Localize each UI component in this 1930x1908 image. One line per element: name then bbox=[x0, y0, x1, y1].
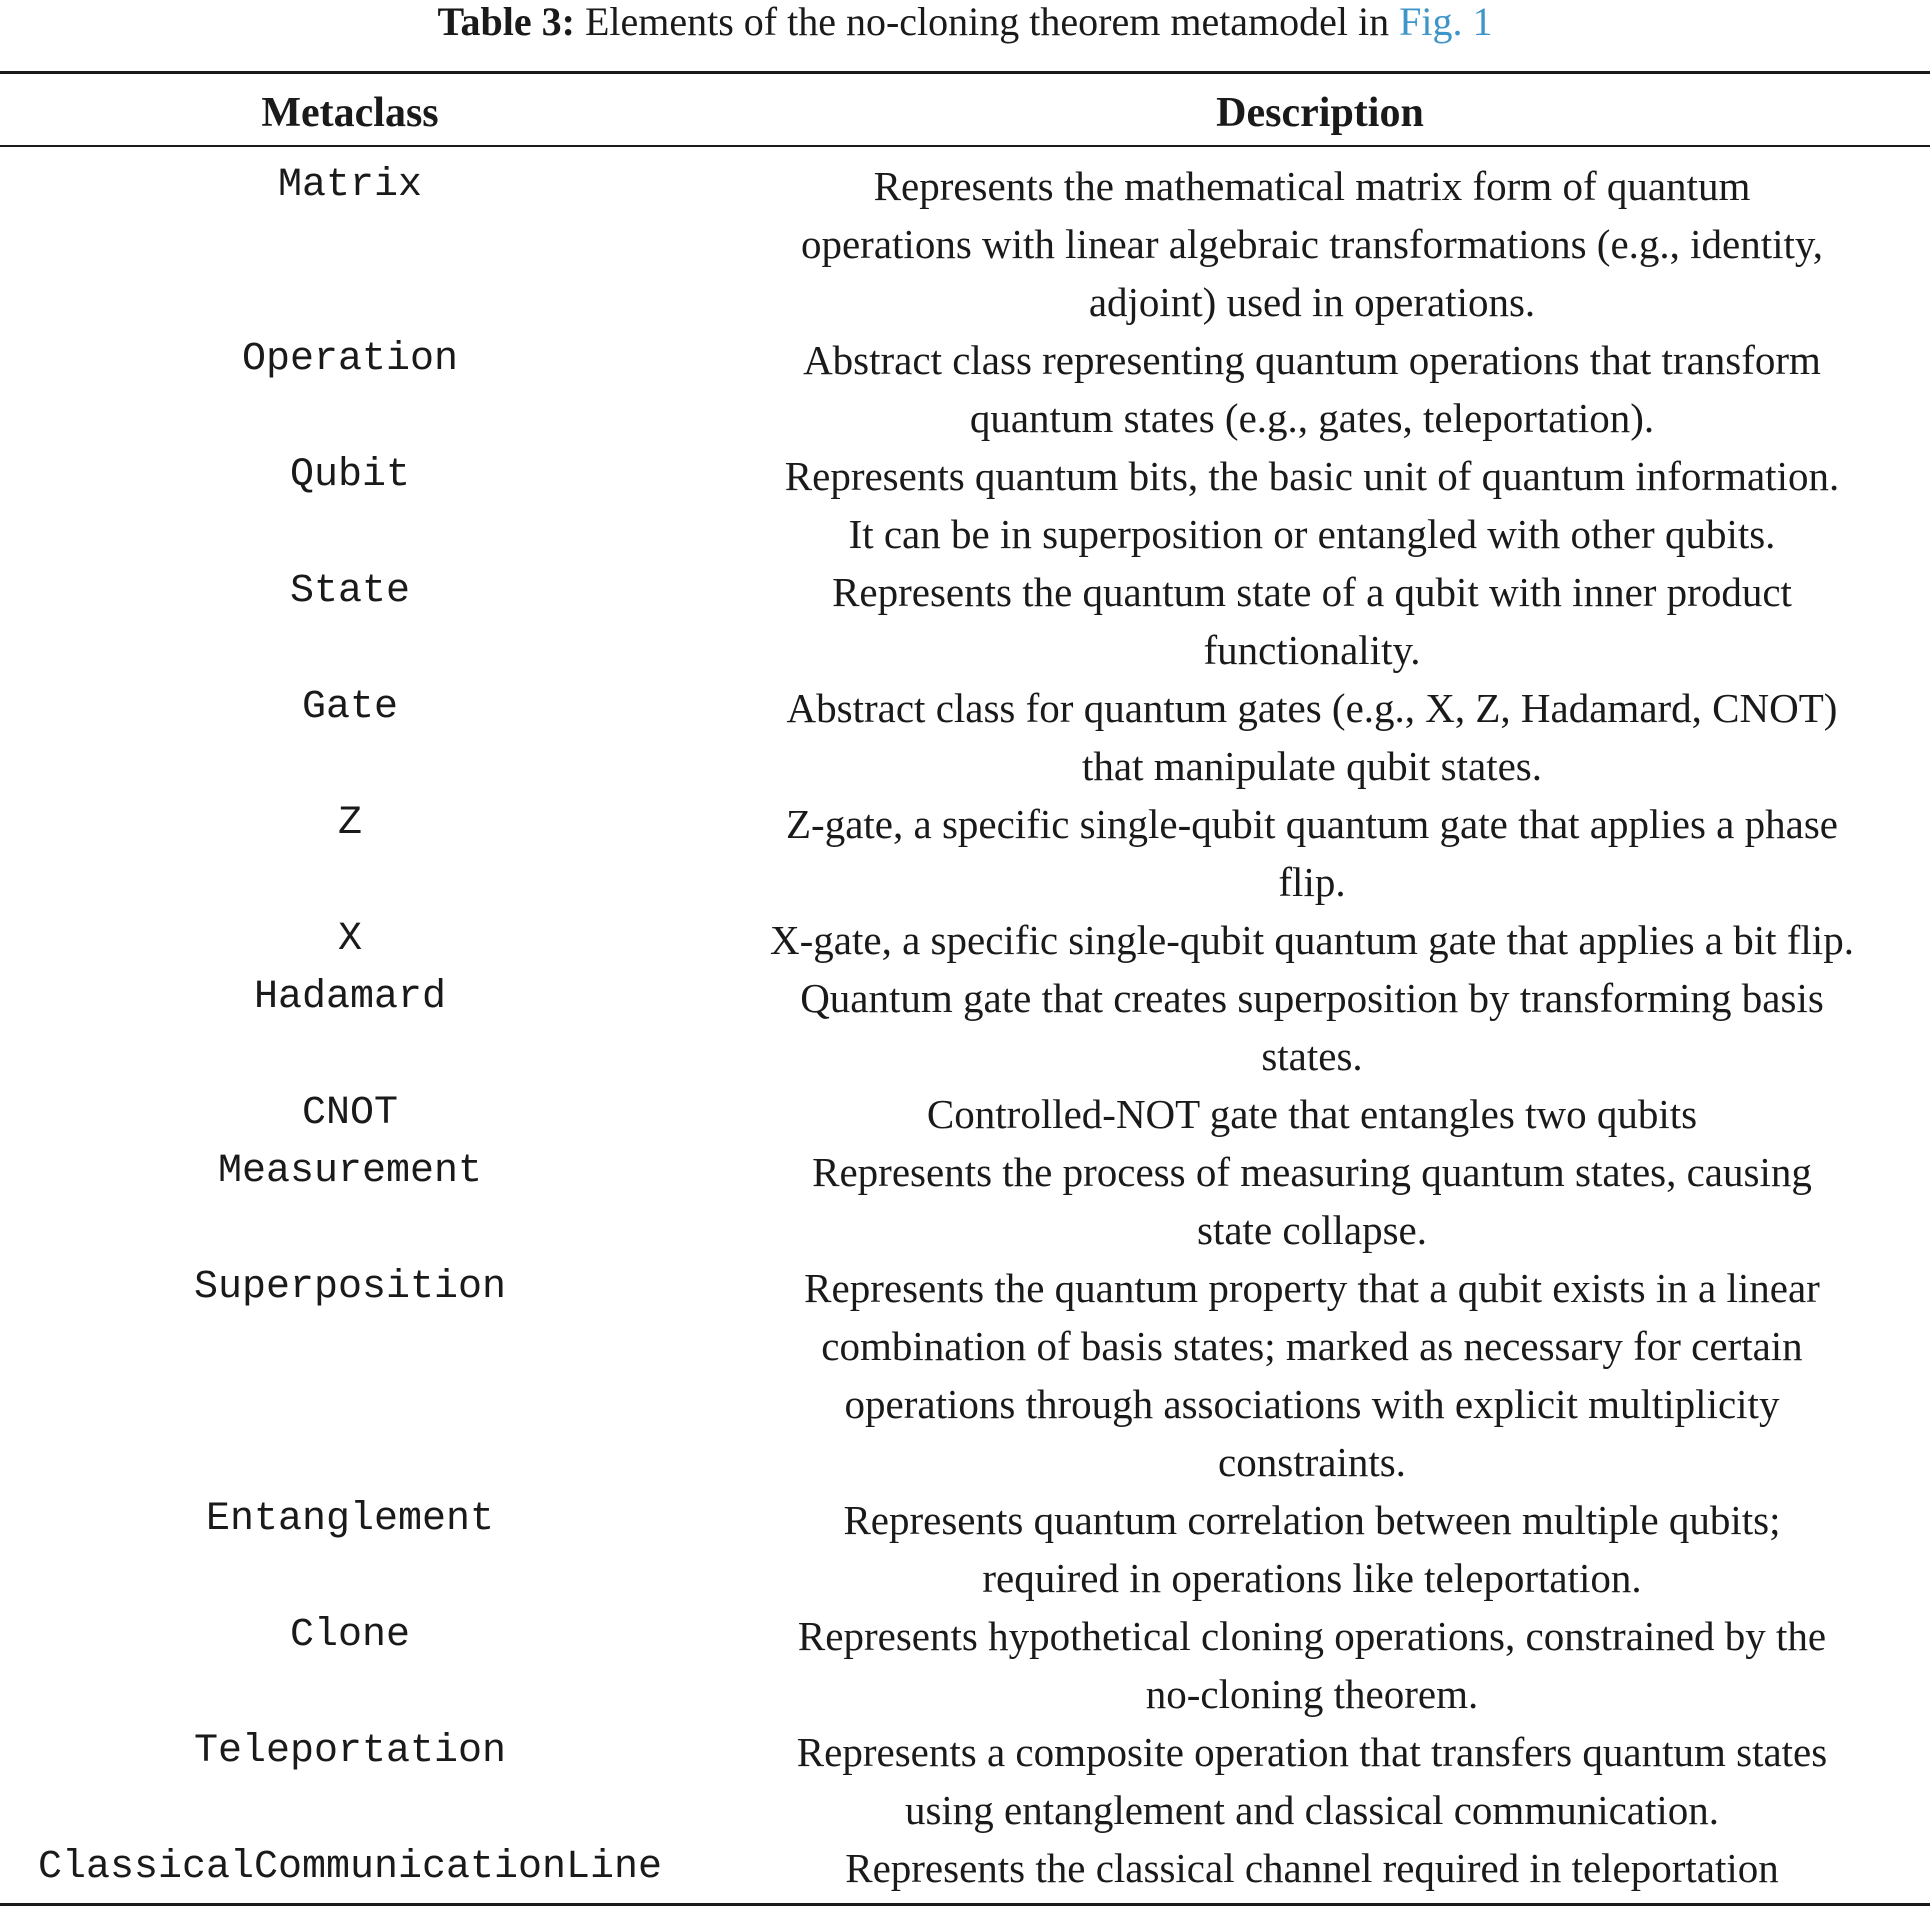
header-rule bbox=[0, 145, 1930, 147]
metaclass-cell: Measurement bbox=[217, 1149, 483, 1194]
metaclass-cell: Qubit bbox=[289, 453, 411, 498]
column-header-description: Description bbox=[1216, 90, 1424, 136]
description-line: Controlled-NOT gate that entangles two qubits bbox=[926, 1091, 1698, 1137]
metaclass-cell: Gate bbox=[301, 685, 398, 730]
table-row bbox=[0, 1085, 1930, 1143]
table-row bbox=[0, 1723, 1930, 1839]
description-cell bbox=[722, 969, 1902, 1085]
description-line: that manipulate qubit states. bbox=[1081, 743, 1542, 789]
description-line: using entanglement and classical communication. bbox=[904, 1787, 1720, 1833]
description-cell bbox=[722, 1839, 1902, 1897]
metaclass-cell: State bbox=[289, 569, 411, 614]
description-cell bbox=[722, 447, 1902, 563]
metaclass-cell: Hadamard bbox=[253, 975, 447, 1020]
table-row bbox=[0, 563, 1930, 679]
description-line: state collapse. bbox=[1197, 1207, 1427, 1253]
description-line: Represents the process of measuring quantum states, causing bbox=[812, 1149, 1812, 1195]
description-cell bbox=[722, 1607, 1902, 1723]
description-line: Represents the mathematical matrix form of quantum bbox=[873, 163, 1751, 209]
table-row bbox=[0, 447, 1930, 563]
description-line: Represents the quantum property that a qubit exists in a linear bbox=[804, 1265, 1820, 1311]
description-cell bbox=[722, 1723, 1902, 1839]
description-line: Z-gate, a specific single-qubit quantum gate that applies a phase bbox=[786, 801, 1838, 847]
description-cell bbox=[722, 157, 1902, 331]
description-cell bbox=[722, 1085, 1902, 1143]
description-line: X-gate, a specific single-qubit quantum gate that applies a bit flip. bbox=[770, 917, 1854, 963]
table-row bbox=[0, 795, 1930, 911]
table-row bbox=[0, 1491, 1930, 1607]
description-line: Represents the quantum state of a qubit with inner product bbox=[832, 569, 1792, 615]
description-line: Represents quantum bits, the basic unit of quantum information. bbox=[784, 453, 1840, 499]
description-line: functionality. bbox=[1203, 627, 1421, 673]
metaclass-cell: Teleportation bbox=[193, 1729, 507, 1774]
description-line: Abstract class for quantum gates (e.g., X, Z, Hadamard, CNOT) bbox=[786, 685, 1838, 731]
metaclass-cell: CNOT bbox=[301, 1091, 398, 1136]
table-caption bbox=[0, 0, 1930, 44]
description-line: Abstract class representing quantum operations that transform bbox=[803, 337, 1821, 383]
metaclass-cell: X bbox=[337, 917, 362, 962]
description-cell bbox=[722, 679, 1902, 795]
table-row bbox=[0, 1607, 1930, 1723]
metaclass-cell: Matrix bbox=[277, 163, 423, 208]
description-line: Represents quantum correlation between multiple qubits; bbox=[843, 1497, 1781, 1543]
table-row bbox=[0, 679, 1930, 795]
description-line: constraints. bbox=[1218, 1439, 1406, 1485]
description-line: Represents the classical channel required in teleportation bbox=[845, 1845, 1779, 1891]
description-line: operations with linear algebraic transformations (e.g., identity, bbox=[800, 221, 1824, 267]
description-cell bbox=[722, 331, 1902, 447]
top-rule bbox=[0, 71, 1930, 74]
figure-link[interactable]: Fig. 1 bbox=[1399, 0, 1493, 44]
description-cell bbox=[722, 1491, 1902, 1607]
metaclass-cell: Z bbox=[337, 801, 362, 846]
table-body bbox=[0, 157, 1930, 1897]
caption-label: Table 3: bbox=[437, 0, 575, 44]
caption-text: Elements of the no-cloning theorem metamodel in bbox=[574, 0, 1400, 44]
description-line: Represents hypothetical cloning operations, constrained by the bbox=[797, 1613, 1827, 1659]
table-row bbox=[0, 157, 1930, 331]
description-line: combination of basis states; marked as necessary for certain bbox=[821, 1323, 1803, 1369]
table-row bbox=[0, 911, 1930, 969]
column-header-metaclass: Metaclass bbox=[261, 90, 439, 136]
description-line: no-cloning theorem. bbox=[1145, 1671, 1479, 1717]
description-cell bbox=[722, 1143, 1902, 1259]
description-line: operations through associations with explicit multiplicity bbox=[844, 1381, 1780, 1427]
table-row bbox=[0, 331, 1930, 447]
description-line: It can be in superposition or entangled with other qubits. bbox=[848, 511, 1776, 557]
metaclass-cell: ClassicalCommunicationLine bbox=[37, 1845, 663, 1890]
metaclass-cell: Superposition bbox=[193, 1265, 507, 1310]
bottom-rule bbox=[0, 1903, 1930, 1906]
description-cell bbox=[722, 563, 1902, 679]
description-line: flip. bbox=[1278, 859, 1346, 905]
description-line: quantum states (e.g., gates, teleportation). bbox=[969, 395, 1655, 441]
description-line: Quantum gate that creates superposition by transforming basis bbox=[800, 975, 1824, 1021]
metaclass-cell: Clone bbox=[289, 1613, 411, 1658]
table-row bbox=[0, 1143, 1930, 1259]
metaclass-cell: Operation bbox=[241, 337, 459, 382]
description-cell bbox=[722, 1259, 1902, 1491]
description-line: states. bbox=[1261, 1033, 1363, 1079]
table-row bbox=[0, 1259, 1930, 1491]
metaclass-cell: Entanglement bbox=[205, 1497, 495, 1542]
description-line: adjoint) used in operations. bbox=[1088, 279, 1536, 325]
description-line: required in operations like teleportation. bbox=[982, 1555, 1642, 1601]
table-row bbox=[0, 969, 1930, 1085]
description-cell bbox=[722, 911, 1902, 969]
table-row bbox=[0, 1839, 1930, 1897]
description-cell bbox=[722, 795, 1902, 911]
description-line: Represents a composite operation that transfers quantum states bbox=[796, 1729, 1828, 1775]
